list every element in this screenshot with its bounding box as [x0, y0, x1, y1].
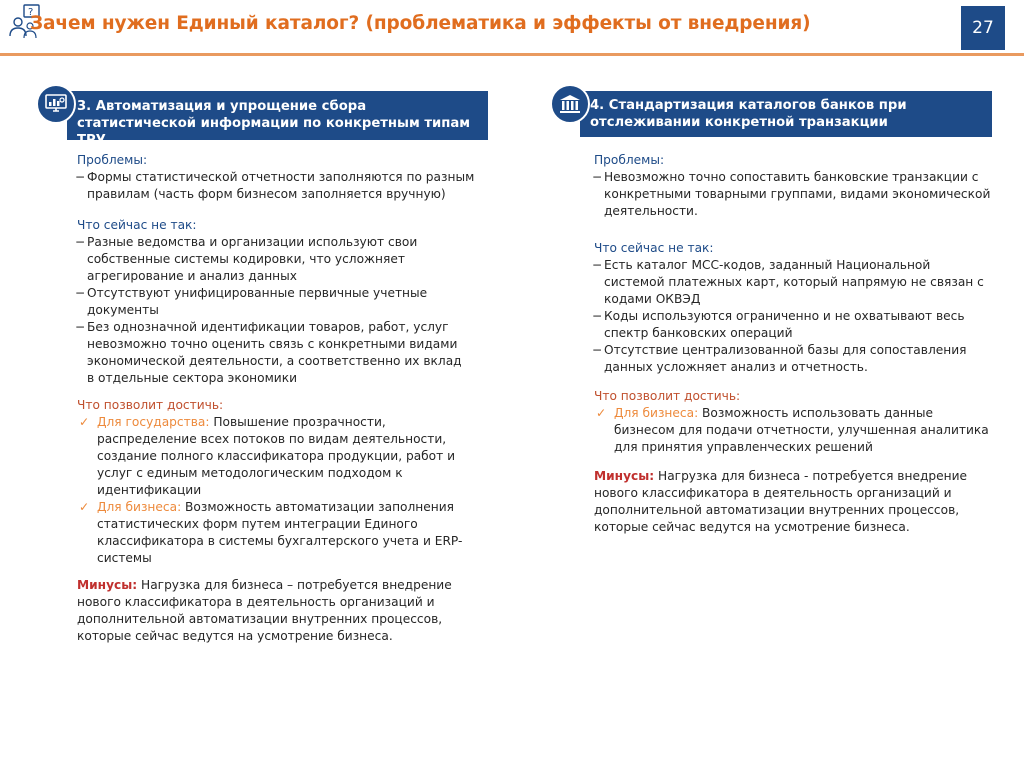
left-section-header: 3. Автоматизация и упрощение сбора статистической информации по конкретным типам ТРУ [67, 91, 488, 140]
check-icon: ✓ [79, 415, 90, 429]
right-section-header: 4. Стандартизация каталогов банков при отслеживании конкретной транзакции [580, 91, 992, 137]
left-achieve-label: Что позволит достичь: [77, 398, 224, 412]
list-item: − Невозможно точно сопоставить банковские транзакции с конкретными товарными группами, видами экономической деятельности. [592, 170, 991, 218]
list-item: − Отсутствуют унифицированные первичные учетные документы [75, 286, 428, 317]
list-item: − Отсутствие централизованной базы для сопоставления данных усложняет анализ и отчетность. [592, 343, 967, 374]
page-number: 27 [961, 6, 1005, 50]
dash-bullet: − [75, 235, 86, 249]
left-whats-wrong-label: Что сейчас не так: [77, 218, 197, 232]
svg-text:?: ? [28, 7, 34, 18]
right-problems-label: Проблемы: [594, 153, 665, 167]
left-problems-label: Проблемы: [77, 153, 148, 167]
right-minuses: Минусы: Нагрузка для бизнеса - потребуется внедрение нового классификатора в деятельность организаций и дополнительной автоматизации внутренних процессов, которые сейчас ведутся на усмотрение бизнеса. [594, 469, 968, 534]
list-item: − Без однозначной идентификации товаров, работ, услуг невозможно точно оценить связь с конкретными видами экономической деятельности, а соответственно их вклад [75, 320, 462, 368]
list-item: − Есть каталог МСС-кодов, заданный Национальной системой платежных карт, который напрямую не связан с кодами ОКВЭД [592, 258, 984, 306]
dash-bullet: − [75, 170, 86, 184]
left-minuses: Минусы: Нагрузка для бизнеса – потребуется внедрение нового классификатора в деятельность организаций и дополнительной автоматизации внутренних процессов, которые сейчас ведутся на усмотрение бизнеса. [77, 578, 452, 643]
list-item: − Формы статистической отчетности заполняются по разным правилам (часть форм бизнесом заполняется вручную) [75, 170, 475, 201]
list-item: − Коды используются ограниченно и не охватывают весь спектр банковских операций [592, 309, 965, 340]
dash-bullet: − [75, 286, 86, 300]
list-item-continuation: в отдельные сектора экономики [87, 371, 297, 385]
right-achieve-label: Что позволит достичь: [594, 389, 741, 403]
list-item: − Разные ведомства и организации используют свои собственные системы кодировки, что усложняет агрегирование и анализ данных [75, 235, 418, 283]
dash-bullet: − [592, 309, 603, 323]
check-icon: ✓ [596, 406, 607, 420]
dash-bullet: − [592, 258, 603, 272]
page-title: Зачем нужен Единый каталог? (проблематика и эффекты от внедрения) [30, 13, 811, 34]
right-whats-wrong-label: Что сейчас не так: [594, 241, 714, 255]
right-column [594, 152, 994, 536]
dash-bullet: − [592, 343, 603, 357]
dash-bullet: − [592, 170, 603, 184]
bank-icon [550, 84, 590, 124]
achieve-item: ✓ Для государства: Повышение прозрачности, распределение всех потоков по видам деятельности, создание полного классификатора продукции, работ и услуг с единым методологическим подходом к идентификации [79, 415, 456, 497]
title-divider [0, 53, 1024, 56]
dash-bullet: − [75, 320, 86, 334]
left-column [77, 152, 489, 645]
check-icon: ✓ [79, 500, 90, 514]
monitor-chart-icon [36, 84, 76, 124]
achieve-item: ✓ Для бизнеса: Возможность использовать данные бизнесом для подачи отчетности, улучшенная аналитика для принятия управленческих решений [596, 406, 989, 454]
achieve-item: ✓ Для бизнеса: Возможность автоматизации заполнения статистических форм путем интеграции Единого классификатора в системы бухгалтерского учета и ERP-системы [79, 500, 463, 565]
